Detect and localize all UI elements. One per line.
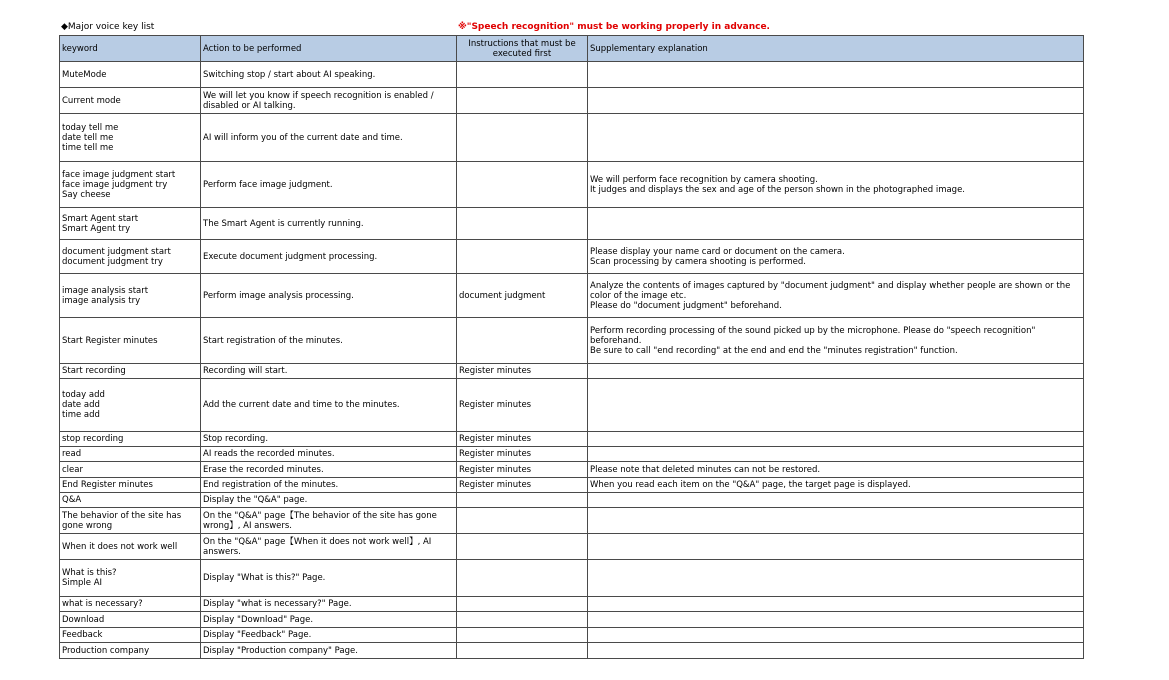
table-row xyxy=(60,432,1084,447)
action-cell: On the "Q&A" page【The behavior of the site has gone wrong】, AI answers. xyxy=(201,508,457,534)
prerequisite-cell xyxy=(457,318,588,364)
action-cell: Display "Download" Page. xyxy=(201,612,457,628)
explanation-cell xyxy=(588,493,1084,508)
explanation-cell xyxy=(588,560,1084,597)
action-cell: The Smart Agent is currently running. xyxy=(201,208,457,240)
action-cell: AI will inform you of the current date and time. xyxy=(201,114,457,162)
explanation-cell xyxy=(588,597,1084,612)
explanation-cell xyxy=(588,432,1084,447)
prerequisite-cell xyxy=(457,62,588,88)
prerequisite-cell: Register minutes xyxy=(457,478,588,493)
keyword-cell: read xyxy=(60,447,201,462)
table-row xyxy=(60,447,1084,462)
explanation-cell xyxy=(588,447,1084,462)
keyword-cell: today add date add time add xyxy=(60,379,201,432)
prerequisite-cell xyxy=(457,208,588,240)
table-row xyxy=(60,643,1084,659)
prerequisite-cell: Register minutes xyxy=(457,447,588,462)
table-row xyxy=(60,462,1084,478)
explanation-cell xyxy=(588,379,1084,432)
explanation-cell: When you read each item on the "Q&A" page, the target page is displayed. xyxy=(588,478,1084,493)
table-row xyxy=(60,240,1084,274)
table-row xyxy=(60,62,1084,88)
action-cell: Display "What is this?" Page. xyxy=(201,560,457,597)
table-row xyxy=(60,534,1084,560)
keyword-cell: what is necessary? xyxy=(60,597,201,612)
action-cell: Add the current date and time to the minutes. xyxy=(201,379,457,432)
table-row xyxy=(60,162,1084,208)
keyword-cell: MuteMode xyxy=(60,62,201,88)
action-cell: End registration of the minutes. xyxy=(201,478,457,493)
action-cell: Erase the recorded minutes. xyxy=(201,462,457,478)
action-cell: Execute document judgment processing. xyxy=(201,240,457,274)
table-row xyxy=(60,208,1084,240)
explanation-cell xyxy=(588,114,1084,162)
table-row xyxy=(60,318,1084,364)
table-row xyxy=(60,508,1084,534)
table-row xyxy=(60,478,1084,493)
keyword-cell: Start recording xyxy=(60,364,201,379)
explanation-cell: We will perform face recognition by camera shooting. It judges and displays the sex and age of the person shown in the photographed image. xyxy=(588,162,1084,208)
prerequisite-cell xyxy=(457,534,588,560)
keyword-cell: stop recording xyxy=(60,432,201,447)
prerequisite-cell xyxy=(457,628,588,643)
prerequisite-cell xyxy=(457,240,588,274)
action-cell: Display the "Q&A" page. xyxy=(201,493,457,508)
prerequisite-cell: Register minutes xyxy=(457,379,588,432)
keyword-cell: today tell me date tell me time tell me xyxy=(60,114,201,162)
header-action: Action to be performed xyxy=(201,36,457,62)
keyword-cell: Feedback xyxy=(60,628,201,643)
explanation-cell xyxy=(588,612,1084,628)
table-row xyxy=(60,88,1084,114)
keyword-cell: When it does not work well xyxy=(60,534,201,560)
action-cell: On the "Q&A" page【When it does not work well】, AI answers. xyxy=(201,534,457,560)
keyword-cell: face image judgment start face image judgment try Say cheese xyxy=(60,162,201,208)
table-header-row xyxy=(60,36,1084,62)
keyword-cell: End Register minutes xyxy=(60,478,201,493)
header-keyword: keyword xyxy=(60,36,201,62)
action-cell: AI reads the recorded minutes. xyxy=(201,447,457,462)
header-explanation: Supplementary explanation xyxy=(588,36,1084,62)
table-row xyxy=(60,379,1084,432)
action-cell: Recording will start. xyxy=(201,364,457,379)
speech-recognition-notice: ※"Speech recognition" must be working properly in advance. xyxy=(458,22,770,32)
keyword-cell: What is this? Simple AI xyxy=(60,560,201,597)
sheet-title: ◆Major voice key list xyxy=(61,22,155,32)
explanation-cell xyxy=(588,208,1084,240)
keyword-cell: Start Register minutes xyxy=(60,318,201,364)
voice-key-table xyxy=(59,35,1084,659)
prerequisite-cell xyxy=(457,493,588,508)
prerequisite-cell xyxy=(457,162,588,208)
explanation-cell xyxy=(588,62,1084,88)
action-cell: Stop recording. xyxy=(201,432,457,447)
action-cell: Perform face image judgment. xyxy=(201,162,457,208)
table-row xyxy=(60,597,1084,612)
prerequisite-cell: Register minutes xyxy=(457,432,588,447)
prerequisite-cell: Register minutes xyxy=(457,364,588,379)
explanation-cell: Analyze the contents of images captured by "document judgment" and display whether people are shown or the color of the image etc. Please do "document judgment" beforehand. xyxy=(588,274,1084,318)
keyword-cell: Download xyxy=(60,612,201,628)
keyword-cell: Current mode xyxy=(60,88,201,114)
table-row xyxy=(60,628,1084,643)
explanation-cell xyxy=(588,88,1084,114)
header-prerequisite: Instructions that must be executed first xyxy=(457,36,588,62)
prerequisite-cell xyxy=(457,643,588,659)
keyword-cell: Production company xyxy=(60,643,201,659)
prerequisite-cell xyxy=(457,88,588,114)
prerequisite-cell xyxy=(457,114,588,162)
prerequisite-cell xyxy=(457,612,588,628)
action-cell: Display "Production company" Page. xyxy=(201,643,457,659)
prerequisite-cell xyxy=(457,597,588,612)
table-row xyxy=(60,364,1084,379)
explanation-cell xyxy=(588,508,1084,534)
table-row xyxy=(60,493,1084,508)
keyword-cell: clear xyxy=(60,462,201,478)
keyword-cell: image analysis start image analysis try xyxy=(60,274,201,318)
explanation-cell xyxy=(588,643,1084,659)
explanation-cell xyxy=(588,534,1084,560)
action-cell: Display "what is necessary?" Page. xyxy=(201,597,457,612)
action-cell: Display "Feedback" Page. xyxy=(201,628,457,643)
keyword-cell: Smart Agent start Smart Agent try xyxy=(60,208,201,240)
keyword-cell: The behavior of the site has gone wrong xyxy=(60,508,201,534)
table-row xyxy=(60,560,1084,597)
prerequisite-cell: document judgment xyxy=(457,274,588,318)
table-row xyxy=(60,114,1084,162)
keyword-cell: Q&A xyxy=(60,493,201,508)
explanation-cell xyxy=(588,364,1084,379)
explanation-cell: Please display your name card or document on the camera. Scan processing by camera shooting is performed. xyxy=(588,240,1084,274)
explanation-cell xyxy=(588,628,1084,643)
action-cell: Start registration of the minutes. xyxy=(201,318,457,364)
action-cell: We will let you know if speech recognition is enabled / disabled or AI talking. xyxy=(201,88,457,114)
action-cell: Perform image analysis processing. xyxy=(201,274,457,318)
table-row xyxy=(60,274,1084,318)
explanation-cell: Please note that deleted minutes can not be restored. xyxy=(588,462,1084,478)
prerequisite-cell xyxy=(457,508,588,534)
keyword-cell: document judgment start document judgment try xyxy=(60,240,201,274)
explanation-cell: Perform recording processing of the sound picked up by the microphone. Please do "speech recognition" beforehand. Be sure to call "end recording" at the end and end the "minutes registration" function. xyxy=(588,318,1084,364)
table-row xyxy=(60,612,1084,628)
action-cell: Switching stop / start about AI speaking. xyxy=(201,62,457,88)
prerequisite-cell xyxy=(457,560,588,597)
prerequisite-cell: Register minutes xyxy=(457,462,588,478)
